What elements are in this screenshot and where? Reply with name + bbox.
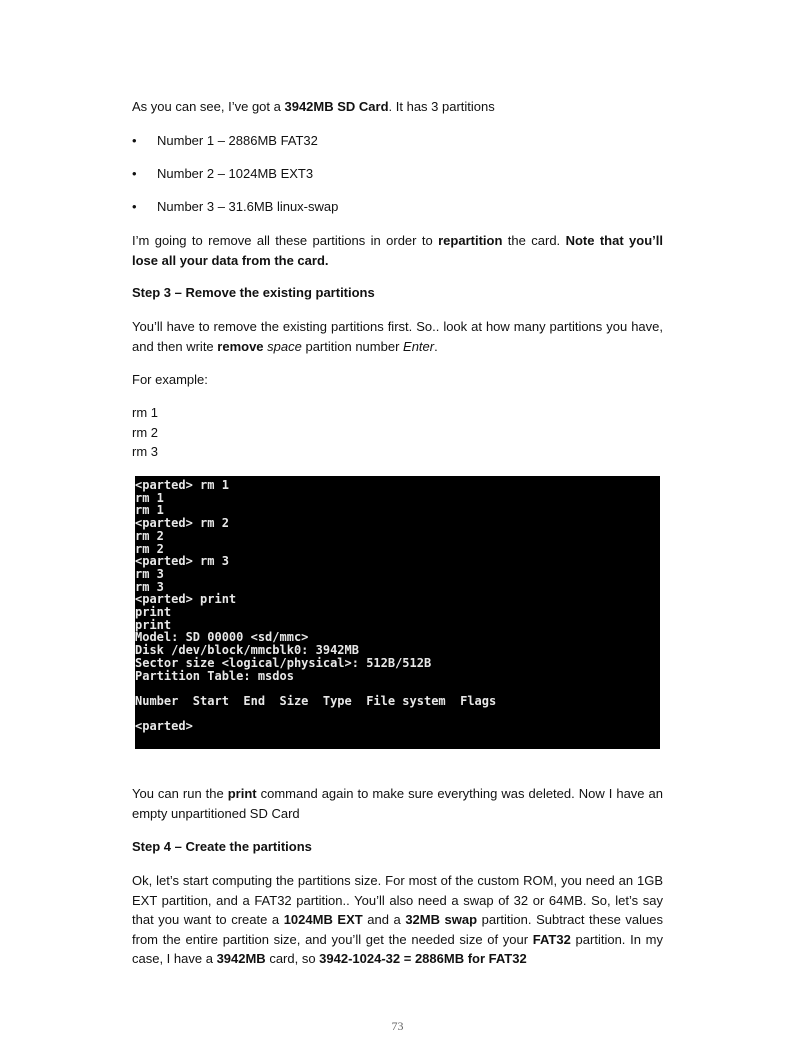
list-item-text: Number 2 – 1024MB EXT3 <box>157 166 314 181</box>
example-line: rm 3 <box>132 444 158 459</box>
step3-heading-text: Step 3 – Remove the existing partitions <box>132 285 375 300</box>
terminal-screenshot <box>135 476 660 749</box>
example-line: rm 2 <box>132 424 158 440</box>
list-item-text: Number 3 – 31.6MB linux-swap <box>157 199 339 214</box>
step4-bold: FAT32 <box>532 931 571 947</box>
step4-text: card, so <box>265 951 320 966</box>
remove-text: I’m going to remove all these partitions in order to <box>132 233 439 248</box>
bullet-icon: • <box>132 199 137 214</box>
step4-heading-text: Step 4 – Create the partitions <box>132 839 312 854</box>
step3-bold: remove <box>217 338 264 354</box>
step4-text: partition. Subtract these values from the entire partition size, and you’ll get the needed size of your <box>132 912 663 947</box>
step3-text-mid: partition number <box>301 338 404 354</box>
print-text-end: command again to make sure everything was deleted. Now I have an empty unpartitioned SD Card <box>132 786 663 821</box>
step3-text: You’ll have to remove the existing partitions first. So.. look at how many partitions you have, and then write <box>132 319 663 354</box>
print-text: You can run the <box>132 786 228 801</box>
remove-text-mid: the card. <box>502 233 566 248</box>
step4-text: Ok, let’s start computing the partitions size. For most of the custom ROM, you need an 1GB EXT partition, and a FAT32 partition.. You’ll also need a swap of 32 or 64MB. So, let’s say that you want to create a <box>132 873 663 927</box>
step4-bold: 3942MB <box>216 951 266 966</box>
step4-paragraph <box>132 871 663 969</box>
remove-warning: Note that you’ll lose all your data from the card. <box>132 233 664 268</box>
step3-paragraph <box>132 317 663 356</box>
step4-bold-result: 3942-1024-32 = 2886MB for FAT32 <box>319 951 527 966</box>
remove-paragraph <box>132 231 663 270</box>
terminal-output: <parted> rm 1 rm 1 rm 1 <parted> rm 2 rm 2 rm 2 <parted> rm 3 rm 3 rm 3 <parted> print print print Model: SD 00000 <sd/mmc> Disk /dev/block/mmcblk0: 3942MB Sector size <logical/physical>: 512B/512B Partition Table: msdos Number Start End Size Type File system Flags <parted> <box>135 478 497 734</box>
remove-bold: repartition <box>438 233 503 248</box>
bullet-icon: • <box>132 166 137 181</box>
page-number: 73 <box>391 1019 404 1033</box>
print-paragraph <box>132 784 663 823</box>
step3-italic: space <box>267 338 302 354</box>
step4-bold: 1024MB EXT <box>283 912 363 927</box>
list-item-text: Number 1 – 2886MB FAT32 <box>157 133 318 148</box>
step3-text-end: . <box>434 338 438 354</box>
example-label: For example: <box>132 372 208 387</box>
example-line: rm 1 <box>132 405 158 420</box>
step4-heading <box>132 837 663 857</box>
step3-heading <box>132 283 663 303</box>
intro-bold: 3942MB SD Card <box>284 99 389 114</box>
intro-text-end: . It has 3 partitions <box>388 99 495 114</box>
step3-italic-enter: Enter <box>403 338 435 354</box>
intro-paragraph <box>132 97 663 117</box>
step4-text: partition. In my case, I have a <box>132 931 663 966</box>
step4-text: and a <box>362 912 406 927</box>
bullet-icon: • <box>132 133 137 148</box>
step4-bold: 32MB swap <box>405 912 478 927</box>
print-bold: print <box>227 786 257 801</box>
example-code <box>132 403 663 462</box>
intro-text: As you can see, I’ve got a <box>132 99 285 114</box>
